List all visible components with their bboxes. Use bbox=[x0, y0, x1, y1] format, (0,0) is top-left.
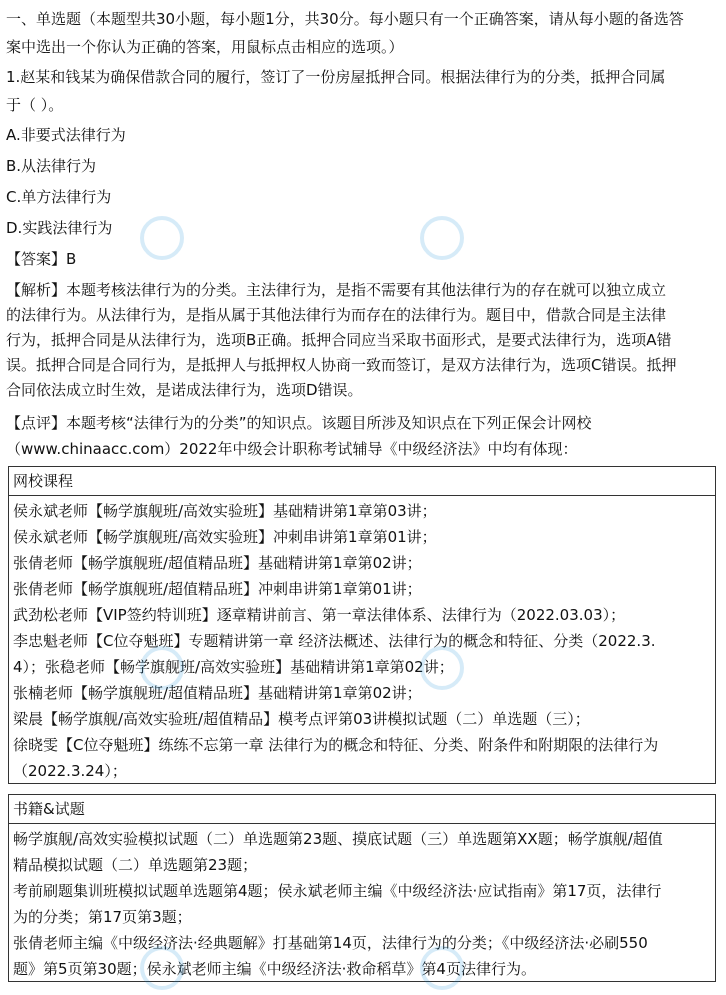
course-line: 侯永斌老师【畅学旗舰班/高效实验班】冲刺串讲第1章第01讲； bbox=[13, 528, 437, 546]
book-line: 考前刷题集训班模拟试题单选题第4题；侯永斌老师主编《中级经济法·应试指南》第17页，法律行 bbox=[13, 882, 662, 900]
section-header-line-1: 一、单选题（本题型共30小题，每小题1分，共30分。每小题只有一个正确答案，请从每小题的备选答 bbox=[6, 10, 684, 28]
courses-box-title: 网校课程 bbox=[9, 467, 715, 496]
book-line: 题》第5页第30题；侯永斌老师主编《中级经济法·救命稻草》第4页法律行为。 bbox=[13, 960, 536, 978]
analysis-line-5: 合同依法成立时生效，是诺成法律行为，选项D错误。 bbox=[6, 381, 363, 399]
course-line: （2022.3.24）； bbox=[13, 762, 127, 780]
option-a: A.非要式法律行为 bbox=[6, 126, 126, 144]
question-stem-line-2: 于（ ）。 bbox=[6, 96, 64, 114]
question-stem-line-1: 1.赵某和钱某为确保借款合同的履行，签订了一份房屋抵押合同。根据法律行为的分类，抵押合同属 bbox=[6, 68, 666, 86]
analysis-line-3: 行为，抵押合同是从法律行为，选项B正确。抵押合同应当采取书面形式，是要式法律行为，选项A错 bbox=[6, 331, 672, 349]
course-line: 张楠老师【畅学旗舰班/超值精品班】基础精讲第1章第02讲； bbox=[13, 684, 422, 702]
option-b: B.从法律行为 bbox=[6, 157, 97, 175]
option-d: D.实践法律行为 bbox=[6, 219, 113, 237]
analysis-line-2: 的法律行为。从法律行为，是指从属于其他法律行为而存在的法律行为。题目中，借款合同是主法律 bbox=[6, 306, 667, 324]
course-line: 张倩老师【畅学旗舰班/超值精品班】基础精讲第1章第02讲； bbox=[13, 554, 422, 572]
courses-box bbox=[8, 466, 716, 784]
answer-line: 【答案】B bbox=[6, 250, 77, 268]
comment-line-1: 【点评】本题考核“法律行为的分类”的知识点。该题目所涉及知识点在下列正保会计网校 bbox=[6, 414, 592, 432]
course-line: 张倩老师【畅学旗舰班/超值精品班】冲刺串讲第1章第01讲； bbox=[13, 580, 422, 598]
book-line: 畅学旗舰/高效实验模拟试题（二）单选题第23题、摸底试题（三）单选题第XX题；畅学旗舰/超值 bbox=[13, 830, 663, 848]
analysis-line-1: 【解析】本题考核法律行为的分类。主法律行为，是指不需要有其他法律行为的存在就可以独立成立 bbox=[6, 281, 667, 299]
course-line: 侯永斌老师【畅学旗舰班/高效实验班】基础精讲第1章第03讲； bbox=[13, 502, 437, 520]
course-line: 李忠魁老师【C位夺魁班】专题精讲第一章 经济法概述、法律行为的概念和特征、分类（2022.3. bbox=[13, 632, 656, 650]
section-header-line-2: 案中选出一个你认为正确的答案，用鼠标点击相应的选项。） bbox=[6, 38, 404, 56]
course-line: 梁晨【畅学旗舰/高效实验班/超值精品】模考点评第03讲模拟试题（二）单选题（三）； bbox=[13, 710, 590, 728]
course-line: 武劲松老师【VIP签约特训班】逐章精讲前言、第一章法律体系、法律行为（2022.03.03）； bbox=[13, 606, 626, 624]
course-line: 徐晓雯【C位夺魁班】练练不忘第一章 法律行为的概念和特征、分类、附条件和附期限的法律行为 bbox=[13, 736, 659, 754]
book-line: 精品模拟试题（二）单选题第23题； bbox=[13, 856, 258, 874]
book-line: 为的分类；第17页第3题； bbox=[13, 908, 192, 926]
course-line: 4）；张稳老师【畅学旗舰班/高效实验班】基础精讲第1章第02讲； bbox=[13, 658, 454, 676]
book-line: 张倩老师主编《中级经济法·经典题解》打基础第14页，法律行为的分类；《中级经济法·必刷550 bbox=[13, 934, 648, 952]
books-box bbox=[8, 794, 716, 982]
comment-line-2: （www.chinaacc.com）2022年中级会计职称考试辅导《中级经济法》中均有体现： bbox=[6, 440, 578, 458]
option-c: C.单方法律行为 bbox=[6, 188, 112, 206]
books-box-title: 书籍&试题 bbox=[9, 795, 715, 824]
analysis-line-4: 误。抵押合同是合同行为，是抵押人与抵押权人协商一致而签订，是双方法律行为，选项C错误。抵押 bbox=[6, 356, 677, 374]
